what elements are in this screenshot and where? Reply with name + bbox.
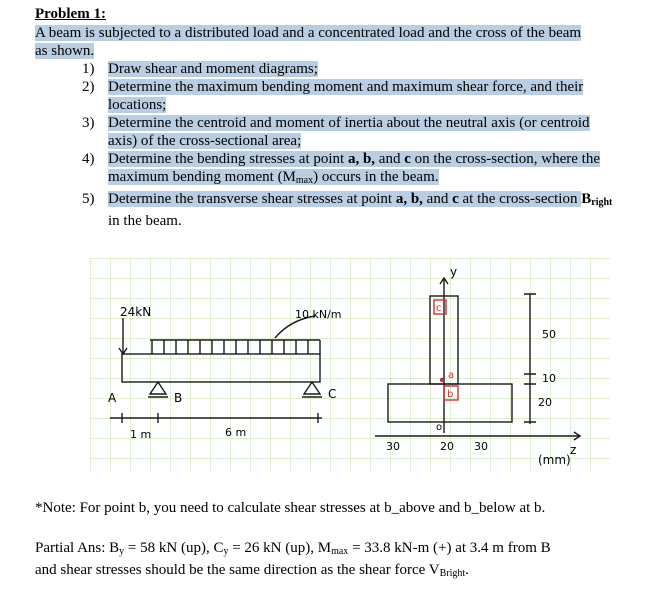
task-text-part: on the cross-section, where the maximum bending moment (M <box>108 151 600 185</box>
task-text: Determine the centroid and moment of inertia about the neutral axis (or centroid axis) of the cross-sectional area; <box>108 115 590 149</box>
task-item <box>82 60 622 78</box>
task-number: 5) <box>82 191 95 207</box>
point-a-dot <box>440 378 444 382</box>
label-C: C <box>328 387 337 401</box>
dim-30-right: 30 <box>474 440 488 453</box>
task-text: Determine the maximum bending moment and maximum shear force, and their locations; <box>108 79 584 113</box>
task-item <box>82 114 622 150</box>
task-item <box>82 78 622 114</box>
dim-20: 20 <box>538 396 552 409</box>
task-text-part: and <box>375 151 405 167</box>
task-point-c-bold: c <box>404 151 411 167</box>
units-label: (mm) <box>538 453 571 467</box>
point-a-label: a <box>448 370 455 381</box>
mmax-subscript: max <box>295 175 314 186</box>
task-text-part: and <box>422 191 453 207</box>
dim-20-web: 20 <box>440 440 454 453</box>
task-number: 2) <box>82 79 95 95</box>
task-item <box>82 190 622 230</box>
intro-text: A beam is subjected to a distributed load and a concentrated load and the cross of the beam as shown. <box>35 25 582 59</box>
problem-intro <box>35 24 595 60</box>
task-number: 1) <box>82 61 95 77</box>
task-points-bold: a, b, <box>347 151 376 167</box>
partial-answer: Partial Ans: $B_y = 58$ kN (up), $C_y = 26$ kN (up), $M_{max} = 33.8$ kN-m (+) at 3.4 m from B and shear stresses should be the same direction as the shear force $V_{Bright}$. <box>35 540 551 579</box>
span-BC-label: 6 m <box>225 426 247 439</box>
task-number: 4) <box>82 151 95 167</box>
b-right-label: $B_{right}$ <box>581 191 613 208</box>
task-list <box>82 60 622 230</box>
dim-50: 50 <box>542 328 556 341</box>
task-text <box>108 151 600 185</box>
dim-30-left: 30 <box>386 440 400 453</box>
distributed-load-label: 10 kN/m <box>295 308 342 321</box>
problem-figure <box>90 258 610 473</box>
task-text-part: ) occurs in the beam. <box>313 169 439 185</box>
task-text: Draw shear and moment diagrams; <box>108 61 318 77</box>
label-A: A <box>108 391 117 405</box>
task-text-part: Determine the bending stresses at point <box>108 151 348 167</box>
concentrated-load-label: 24kN <box>120 305 152 319</box>
task-text-part: Determine the transverse shear stresses at point <box>108 191 396 207</box>
span-AB-label: 1 m <box>130 428 152 441</box>
task-point-c-bold: c <box>452 191 459 207</box>
label-B: B <box>174 391 183 405</box>
origin-label: o <box>436 422 443 433</box>
dim-10: 10 <box>542 372 556 385</box>
task-number: 3) <box>82 115 95 131</box>
point-b-label: b <box>447 389 454 400</box>
z-axis-label: z <box>570 443 577 457</box>
task-text-part: at the cross-section <box>458 191 582 207</box>
task-points-bold: a, b, <box>395 191 423 207</box>
point-c-label: c <box>436 303 442 314</box>
task-text-part: in the beam. <box>108 213 182 229</box>
y-axis-label: y <box>450 265 458 279</box>
note-text: *Note: For point b, you need to calculate shear stresses at b_above and b_below at b. <box>35 500 546 516</box>
grid-background <box>90 258 610 473</box>
task-item <box>82 150 622 190</box>
problem-title: Problem 1: <box>35 6 106 22</box>
task-text <box>108 191 581 207</box>
